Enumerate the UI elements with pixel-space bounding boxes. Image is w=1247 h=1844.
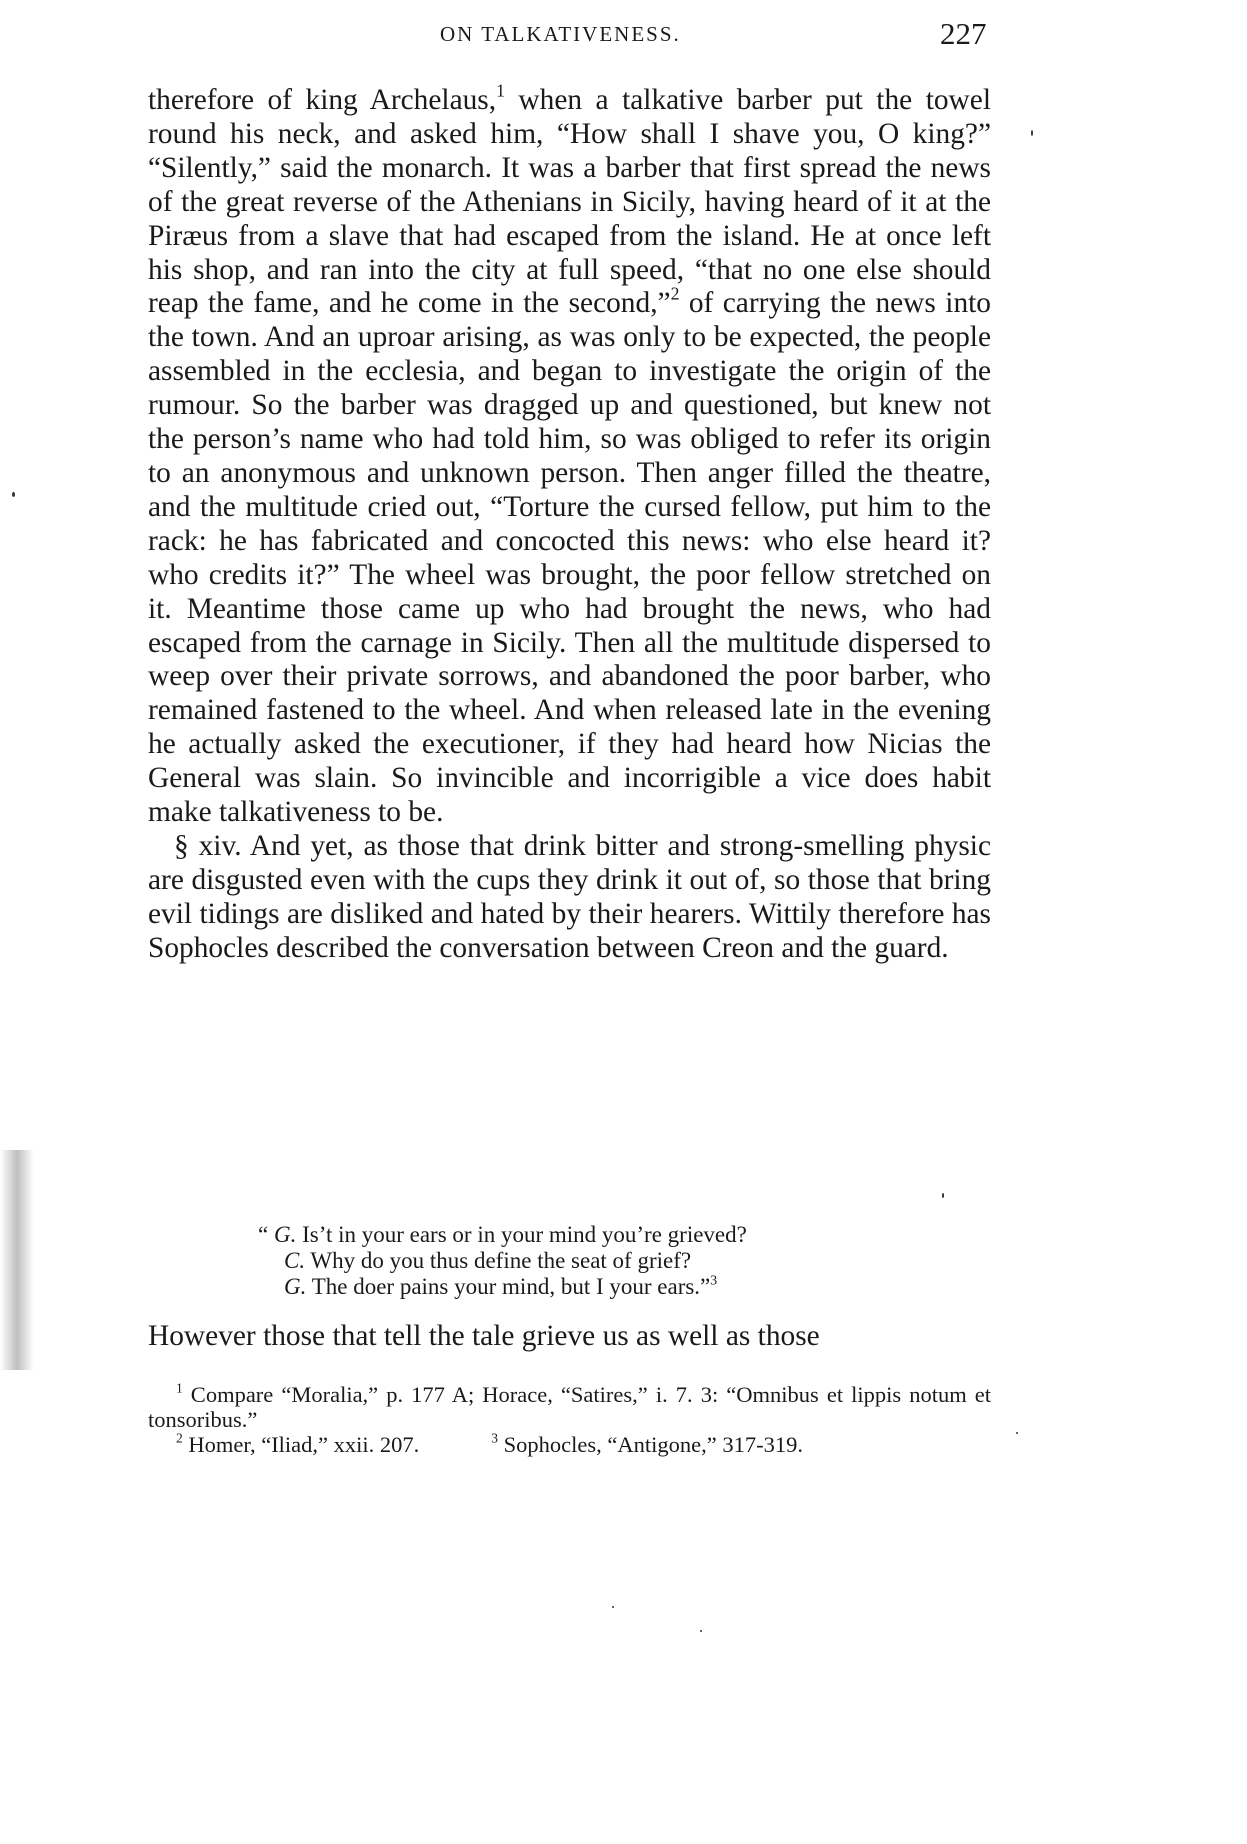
footnote-text: Homer, “Iliad,” xxii. 207. [182, 1432, 420, 1457]
verse-line-2 [258, 1248, 747, 1274]
text-run: And yet, as those that drink bitter and strong-smelling physic are disgusted even with the cups they drink it out of, so those that bring evil tidings are disliked and hated by their hearers. Wittily therefore has Sophocles described the conversation between Creon and the guard. [148, 829, 991, 964]
footnote-ref-3: 3 [710, 1272, 718, 1288]
paper-speck [700, 1630, 702, 1632]
footnotes [148, 1382, 991, 1457]
paper-speck [1016, 1432, 1018, 1434]
speaker-guard: G. [284, 1274, 307, 1299]
text-run: when a talkative barber put the towel round his neck, and asked him, “How shall I shave you, O king?” “Silently,” said the monarch. It was a barber that first spread the news of the great reverse of the Athenians in Sicily, having heard of it at the Piræus from a slave that had escaped from the island. He at once left his shop, and ran into the city at full speed, “that no one else should reap the fame, and he come in the second,” [148, 84, 991, 320]
verse-text: The doer pains your mind, but I your ears.” [306, 1274, 711, 1299]
paper-speck [1031, 130, 1033, 136]
footnote-ref-1: 1 [496, 80, 505, 101]
footnote-1 [148, 1382, 991, 1432]
paragraph-3: However those that tell the tale grieve us as well as those [148, 1320, 820, 1352]
footnote-mark-1: 1 [176, 1380, 183, 1396]
section-marker: § xiv. [174, 829, 242, 862]
footnote-2 [176, 1432, 419, 1457]
page-number: 227 [940, 16, 987, 51]
page-edge-shadow [0, 1150, 34, 1370]
speaker-creon: C. [284, 1248, 306, 1273]
footnote-mark-3: 3 [491, 1430, 499, 1446]
footnote-ref-2: 2 [670, 284, 680, 305]
main-text [148, 80, 991, 966]
verse-line-1 [258, 1222, 747, 1248]
footnote-mark-2: 2 [176, 1430, 183, 1446]
text-run: of carrying the news into the town. And an uproar arising, as was only to be expected, the people assembled in the ecclesia, and began to investigate the origin of the rumour. So the barber was dragged up and questioned, but knew not the person’s name who had told him, so was obliged to refer its origin to an anonymous and unknown person. Then anger filled the theatre, and the multitude cried out, “Torture the cursed fellow, put him to the rack: he has fabricated and concocted this news: who else heard it? who credits it?” The wheel was brought, the poor fellow stretched on it. Meantime those came up who had brought the news, who had escaped from the carnage in Sicily. Then all the multitude dispersed to weep over their private sorrows, and abandoned the poor barber, who remained fastened to the wheel. And when released late in the evening he actually asked the executioner, if they had heard how Nicias the General was slain. So invincible and incorrigible a vice does habit make talkativeness to be. [148, 287, 991, 829]
running-head: ON TALKATIVENESS. [440, 22, 681, 46]
open-quote: “ [258, 1222, 274, 1247]
paragraph-2 [148, 830, 991, 966]
verse-text: Is’t in your ears or in your mind you’re grieved? [296, 1222, 747, 1247]
footnote-row [148, 1432, 991, 1457]
paper-speck [612, 1606, 614, 1608]
verse-line-3 [258, 1274, 747, 1300]
footnote-text: Compare “Moralia,” p. 177 A; Horace, “Satires,” i. 7. 3: “Omnibus et lippis notum et tonsoribus.” [148, 1382, 991, 1432]
paper-speck [12, 492, 15, 497]
footnote-3 [491, 1432, 803, 1457]
text-run: therefore of king Archelaus, [148, 84, 497, 116]
verse-quotation [258, 1222, 747, 1300]
paper-speck [942, 1193, 944, 1198]
verse-text: Why do you thus define the seat of grief? [305, 1248, 692, 1273]
speaker-guard: G. [273, 1222, 297, 1247]
footnote-text: Sophocles, “Antigone,” 317-319. [498, 1432, 803, 1457]
paragraph-1 [148, 80, 991, 830]
